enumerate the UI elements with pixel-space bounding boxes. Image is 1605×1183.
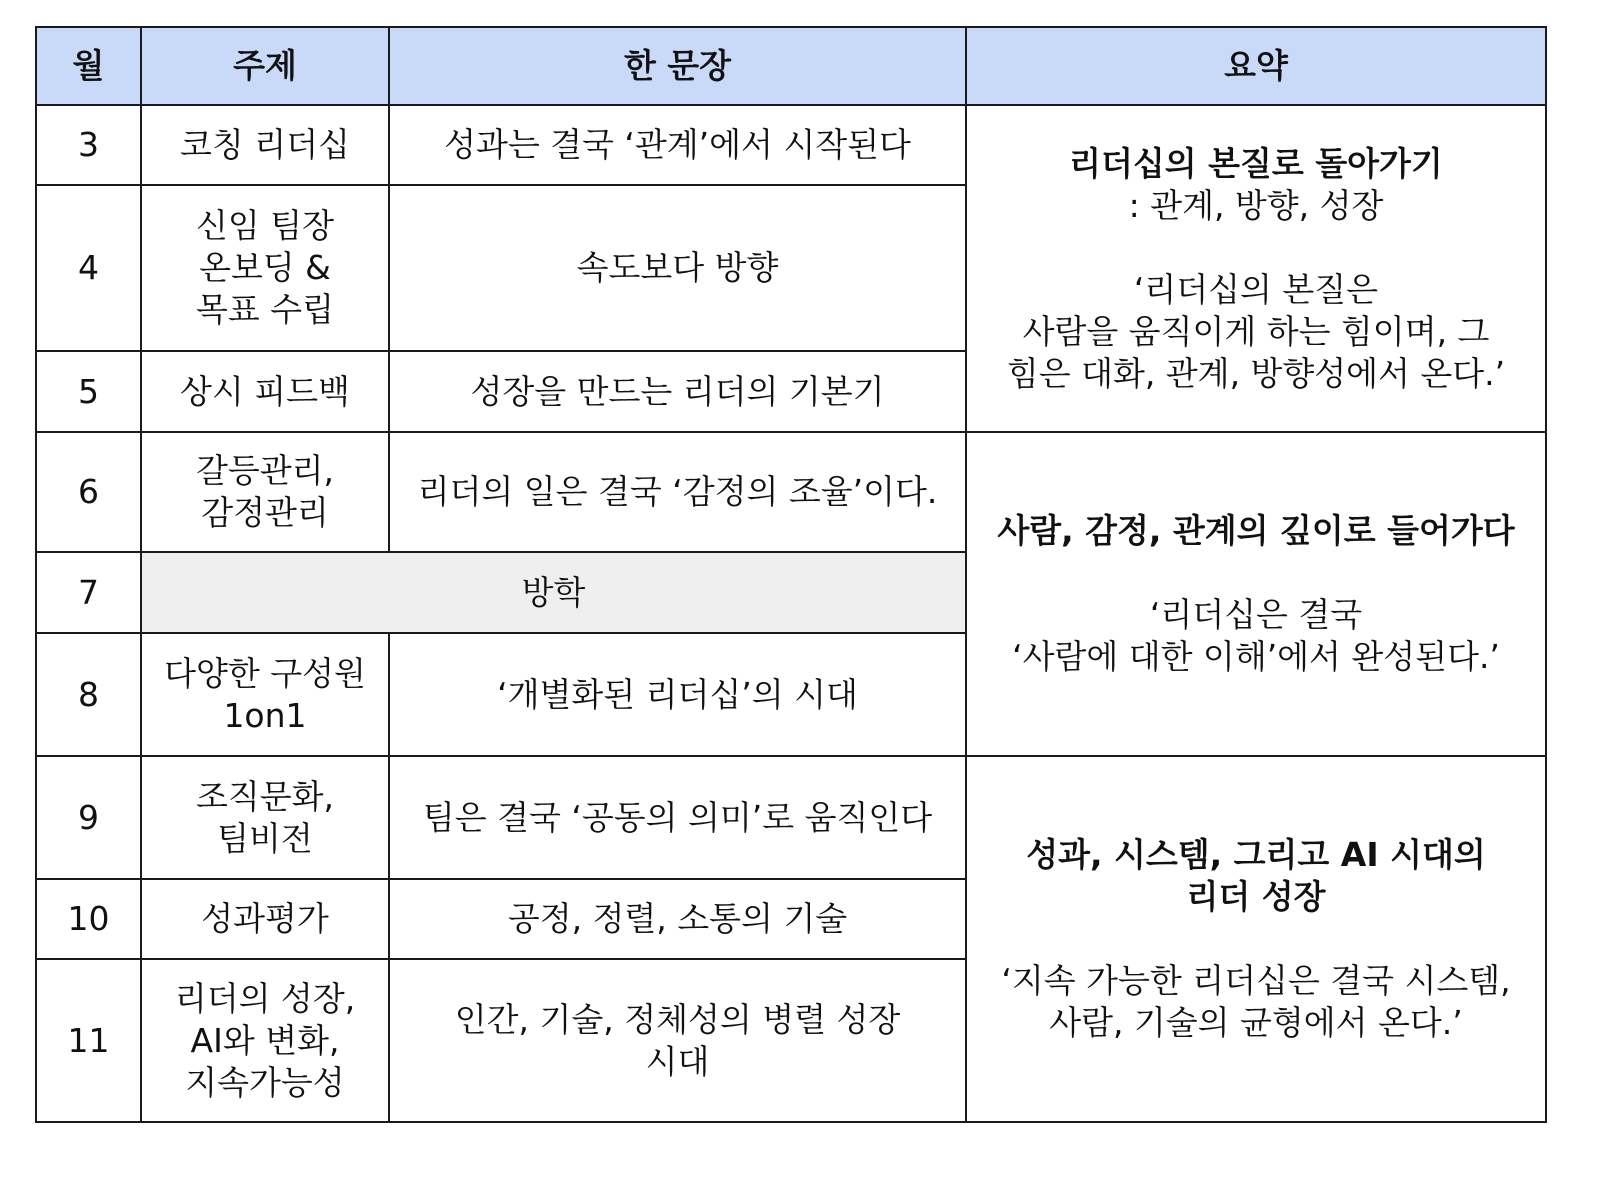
summary-cell	[966, 432, 1546, 756]
topic-cell: 성과평가	[141, 879, 389, 959]
sentence-cell: 성장을 만드는 리더의 기본기	[389, 351, 966, 432]
sentence-cell: 공정, 정렬, 소통의 기술	[389, 879, 966, 959]
topic-cell: 갈등관리, 감정관리	[141, 432, 389, 552]
header-summary: 요약	[966, 27, 1546, 105]
month-cell: 5	[36, 351, 141, 432]
summary-title: 리더십의 본질로 돌아가기	[1069, 143, 1443, 183]
sentence-cell: ‘개별화된 리더십’의 시대	[389, 633, 966, 756]
sentence-cell: 성과는 결국 ‘관계’에서 시작된다	[389, 105, 966, 185]
summary-title: 사람, 감정, 관계의 깊이로 들어가다	[997, 511, 1515, 550]
month-cell: 3	[36, 105, 141, 185]
month-cell: 4	[36, 185, 141, 351]
summary-cell	[966, 756, 1546, 1122]
header-topic: 주제	[141, 27, 389, 105]
sentence-cell: 팀은 결국 ‘공동의 의미’로 움직인다	[389, 756, 966, 879]
month-cell: 7	[36, 552, 141, 633]
topic-cell: 코칭 리더십	[141, 105, 389, 185]
header-sentence: 한 문장	[389, 27, 966, 105]
month-cell: 11	[36, 959, 141, 1122]
topic-cell: 리더의 성장, AI와 변화, 지속가능성	[141, 959, 389, 1122]
sentence-cell: 인간, 기술, 정체성의 병렬 성장 시대	[389, 959, 966, 1122]
topic-cell: 상시 피드백	[141, 351, 389, 432]
topic-cell: 신임 팀장 온보딩 & 목표 수립	[141, 185, 389, 351]
month-cell: 8	[36, 633, 141, 756]
summary-quote: ‘지속 가능한 리더십은 결국 시스템, 사람, 기술의 균형에서 온다.’	[1001, 961, 1511, 1042]
summary-title: 성과, 시스템, 그리고 AI 시대의 리더 성장	[1026, 835, 1486, 916]
summary-quote: ‘리더십의 본질은 사람을 움직이게 하는 힘이며, 그 힘은 대화, 관계, 방향성에서 온다.’	[1006, 269, 1506, 393]
sentence-cell: 리더의 일은 결국 ‘감정의 조율’이다.	[389, 432, 966, 552]
header-row	[36, 27, 1546, 105]
month-cell: 9	[36, 756, 141, 879]
header-month: 월	[36, 27, 141, 105]
topic-cell: 조직문화, 팀비전	[141, 756, 389, 879]
schedule-table	[35, 26, 1547, 1123]
topic-cell: 다양한 구성원 1on1	[141, 633, 389, 756]
month-cell: 6	[36, 432, 141, 552]
vacation-cell: 방학	[141, 552, 966, 633]
table-row	[36, 756, 1546, 879]
sentence-cell: 속도보다 방향	[389, 185, 966, 351]
summary-cell	[966, 105, 1546, 432]
month-cell: 10	[36, 879, 141, 959]
table-row	[36, 432, 1546, 552]
table-row	[36, 105, 1546, 185]
summary-subtitle: : 관계, 방향, 성장	[1128, 185, 1384, 225]
summary-quote: ‘리더십은 결국 ‘사람에 대한 이해’에서 완성된다.’	[1012, 595, 1500, 676]
